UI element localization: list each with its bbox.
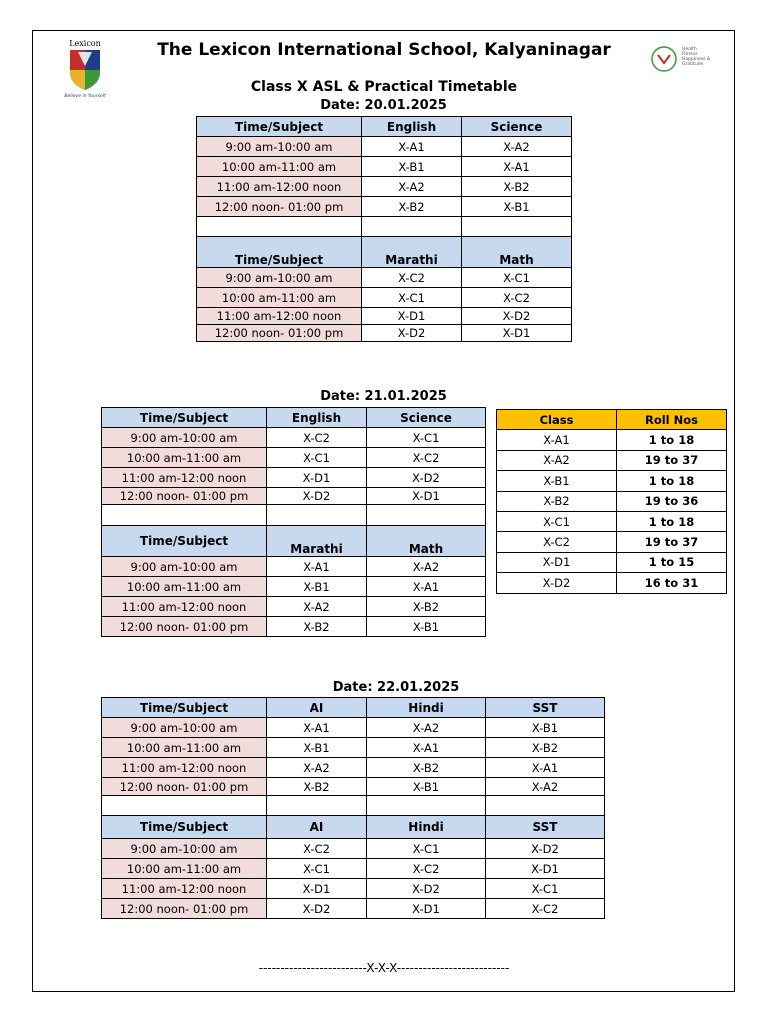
table-row — [497, 491, 727, 511]
table-row — [197, 288, 572, 308]
section-cell: X-C1 — [267, 448, 367, 468]
time-cell: 11:00 am-12:00 noon — [102, 597, 267, 617]
time-cell: 9:00 am-10:00 am — [102, 718, 267, 738]
section-cell: X-C1 — [267, 859, 367, 879]
section-cell: X-D2 — [462, 308, 572, 325]
timetable-day3 — [101, 697, 605, 919]
section-cell: X-D1 — [367, 488, 486, 505]
section-cell: X-D2 — [486, 839, 605, 859]
roll-cell: 16 to 31 — [617, 573, 727, 593]
section-cell: X-A2 — [367, 718, 486, 738]
table-row — [102, 738, 605, 758]
section-cell: X-B1 — [267, 577, 367, 597]
section-cell: X-B1 — [362, 157, 462, 177]
section-cell: X-C2 — [367, 859, 486, 879]
header-cell: Science — [462, 117, 572, 137]
time-cell: 12:00 noon- 01:00 pm — [102, 488, 267, 505]
section-cell: X-A1 — [362, 137, 462, 157]
table-row — [102, 468, 486, 488]
table-row — [102, 758, 605, 778]
section-cell: X-C1 — [486, 879, 605, 899]
table-row — [102, 879, 605, 899]
table-row — [102, 718, 605, 738]
class-cell: X-C2 — [497, 532, 617, 552]
table-row — [102, 617, 486, 637]
section-cell: X-C1 — [362, 288, 462, 308]
section-cell: X-D1 — [462, 325, 572, 342]
roll-cell: 1 to 15 — [617, 552, 727, 572]
table-row — [102, 428, 486, 448]
roll-cell: 19 to 36 — [617, 491, 727, 511]
section-cell: X-C2 — [267, 428, 367, 448]
roll-numbers-table — [496, 409, 727, 594]
time-cell: 10:00 am-11:00 am — [102, 859, 267, 879]
section-cell: X-A1 — [486, 758, 605, 778]
section-cell: X-D1 — [267, 468, 367, 488]
logo-right-line-2: Fitness — [682, 52, 698, 57]
time-cell: 11:00 am-12:00 noon — [102, 879, 267, 899]
table-row — [197, 325, 572, 342]
roll-cell: 1 to 18 — [617, 471, 727, 491]
header-cell: SST — [486, 816, 605, 839]
document-title: Class X ASL & Practical Timetable — [250, 79, 518, 95]
logo-right-line-1: Health — [682, 47, 697, 52]
section-cell: X-B2 — [367, 758, 486, 778]
section-cell: X-A2 — [367, 557, 486, 577]
school-name: The Lexicon International School, Kalyaninagar — [157, 40, 611, 60]
section-cell: X-B2 — [267, 778, 367, 796]
class-cell: X-D2 — [497, 573, 617, 593]
class-cell: X-B1 — [497, 471, 617, 491]
time-cell: 12:00 noon- 01:00 pm — [102, 778, 267, 796]
section-cell: X-A2 — [362, 177, 462, 197]
table-row — [497, 573, 727, 593]
section-cell: X-B2 — [486, 738, 605, 758]
section-cell: X-C1 — [462, 268, 572, 288]
footer-separator: -------------------------X-X-X-------------------------- — [258, 961, 510, 975]
table-row — [197, 308, 572, 325]
table-row — [102, 899, 605, 919]
table-row — [197, 177, 572, 197]
table-row — [497, 450, 727, 470]
time-cell: 12:00 noon- 01:00 pm — [197, 325, 362, 342]
header-cell: Marathi — [362, 237, 462, 268]
section-cell: X-D1 — [267, 879, 367, 899]
table-row — [102, 859, 605, 879]
logo-right-line-4: Gratitude — [682, 62, 704, 67]
section-cell: X-C2 — [486, 899, 605, 919]
header-cell: Time/Subject — [102, 816, 267, 839]
header-cell: Time/Subject — [102, 408, 267, 428]
header-cell: Time/Subject — [197, 237, 362, 268]
table-row — [197, 157, 572, 177]
date-day2: Date: 21.01.2025 — [320, 389, 447, 404]
time-cell: 12:00 noon- 01:00 pm — [102, 617, 267, 637]
section-cell: X-B2 — [367, 597, 486, 617]
blank-row — [102, 796, 605, 816]
table-row — [197, 137, 572, 157]
roll-cell: 1 to 18 — [617, 430, 727, 450]
section-cell: X-A2 — [267, 758, 367, 778]
table-row — [102, 577, 486, 597]
time-cell: 10:00 am-11:00 am — [197, 157, 362, 177]
time-cell: 10:00 am-11:00 am — [102, 448, 267, 468]
section-cell: X-A1 — [367, 577, 486, 597]
table-row — [102, 557, 486, 577]
header-cell: English — [267, 408, 367, 428]
time-cell: 9:00 am-10:00 am — [197, 268, 362, 288]
time-cell: 11:00 am-12:00 noon — [102, 758, 267, 778]
section-cell: X-B2 — [462, 177, 572, 197]
section-cell: X-B1 — [267, 738, 367, 758]
header-cell: Hindi — [367, 816, 486, 839]
section-cell: X-C1 — [367, 428, 486, 448]
table-row — [497, 471, 727, 491]
header-cell: Class — [497, 410, 617, 430]
time-cell: 10:00 am-11:00 am — [102, 738, 267, 758]
section-cell: X-D2 — [267, 899, 367, 919]
table-row — [102, 597, 486, 617]
header-cell: Time/Subject — [102, 698, 267, 718]
class-cell: X-C1 — [497, 511, 617, 531]
time-cell: 12:00 noon- 01:00 pm — [102, 899, 267, 919]
section-cell: X-B1 — [462, 197, 572, 217]
header-cell: Hindi — [367, 698, 486, 718]
section-cell: X-B1 — [367, 778, 486, 796]
section-cell: X-C2 — [462, 288, 572, 308]
section-cell: X-B2 — [267, 617, 367, 637]
header-cell: AI — [267, 816, 367, 839]
time-cell: 9:00 am-10:00 am — [102, 557, 267, 577]
table-row — [102, 778, 605, 796]
section-cell: X-C2 — [362, 268, 462, 288]
section-cell: X-A1 — [462, 157, 572, 177]
header-cell: English — [362, 117, 462, 137]
date-day3: Date: 22.01.2025 — [332, 680, 460, 695]
section-cell: X-A2 — [462, 137, 572, 157]
header-cell: Science — [367, 408, 486, 428]
time-cell: 12:00 noon- 01:00 pm — [197, 197, 362, 217]
section-cell: X-A1 — [267, 557, 367, 577]
timetable-day1 — [196, 116, 572, 342]
header-cell: Time/Subject — [102, 526, 267, 557]
section-cell: X-D1 — [362, 308, 462, 325]
table-row — [497, 552, 727, 572]
section-cell: X-B1 — [367, 617, 486, 637]
class-cell: X-B2 — [497, 491, 617, 511]
logo-left-tagline: Believe in Yourself — [64, 94, 106, 98]
roll-cell: 19 to 37 — [617, 532, 727, 552]
section-cell: X-D2 — [267, 488, 367, 505]
time-cell: 10:00 am-11:00 am — [197, 288, 362, 308]
class-cell: X-A1 — [497, 430, 617, 450]
section-cell: X-A1 — [267, 718, 367, 738]
table-row — [497, 511, 727, 531]
date-day1: Date: 20.01.2025 — [320, 98, 447, 113]
table-row — [497, 430, 727, 450]
table-row — [497, 532, 727, 552]
blank-row — [102, 505, 486, 526]
class-cell: X-A2 — [497, 450, 617, 470]
time-cell: 11:00 am-12:00 noon — [102, 468, 267, 488]
logo-right-line-3: Happiness & — [682, 57, 711, 62]
header-cell: Math — [462, 237, 572, 268]
roll-cell: 1 to 18 — [617, 511, 727, 531]
roll-cell: 19 to 37 — [617, 450, 727, 470]
section-cell: X-D1 — [486, 859, 605, 879]
section-cell: X-D1 — [367, 899, 486, 919]
section-cell: X-D2 — [367, 879, 486, 899]
section-cell: X-D2 — [362, 325, 462, 342]
header-cell: Roll Nos — [617, 410, 727, 430]
time-cell: 9:00 am-10:00 am — [197, 137, 362, 157]
time-cell: 11:00 am-12:00 noon — [197, 308, 362, 325]
time-cell: 11:00 am-12:00 noon — [197, 177, 362, 197]
header-cell: Time/Subject — [197, 117, 362, 137]
table-row — [102, 839, 605, 859]
header-cell: AI — [267, 698, 367, 718]
section-cell: X-A2 — [267, 597, 367, 617]
section-cell: X-B2 — [362, 197, 462, 217]
header-cell: SST — [486, 698, 605, 718]
section-cell: X-B1 — [486, 718, 605, 738]
header-cell: Marathi — [267, 526, 367, 557]
section-cell: X-D2 — [367, 468, 486, 488]
class-cell: X-D1 — [497, 552, 617, 572]
logo-left-text: Lexicon — [69, 39, 101, 48]
time-cell: 10:00 am-11:00 am — [102, 577, 267, 597]
blank-row — [197, 217, 572, 237]
header-cell: Math — [367, 526, 486, 557]
section-cell: X-C1 — [367, 839, 486, 859]
section-cell: X-C2 — [267, 839, 367, 859]
time-cell: 9:00 am-10:00 am — [102, 428, 267, 448]
table-row — [102, 448, 486, 468]
time-cell: 9:00 am-10:00 am — [102, 839, 267, 859]
section-cell: X-C2 — [367, 448, 486, 468]
table-row — [197, 197, 572, 217]
table-row — [102, 488, 486, 505]
timetable-day2 — [101, 407, 486, 637]
table-row — [197, 268, 572, 288]
section-cell: X-A1 — [367, 738, 486, 758]
section-cell: X-A2 — [486, 778, 605, 796]
